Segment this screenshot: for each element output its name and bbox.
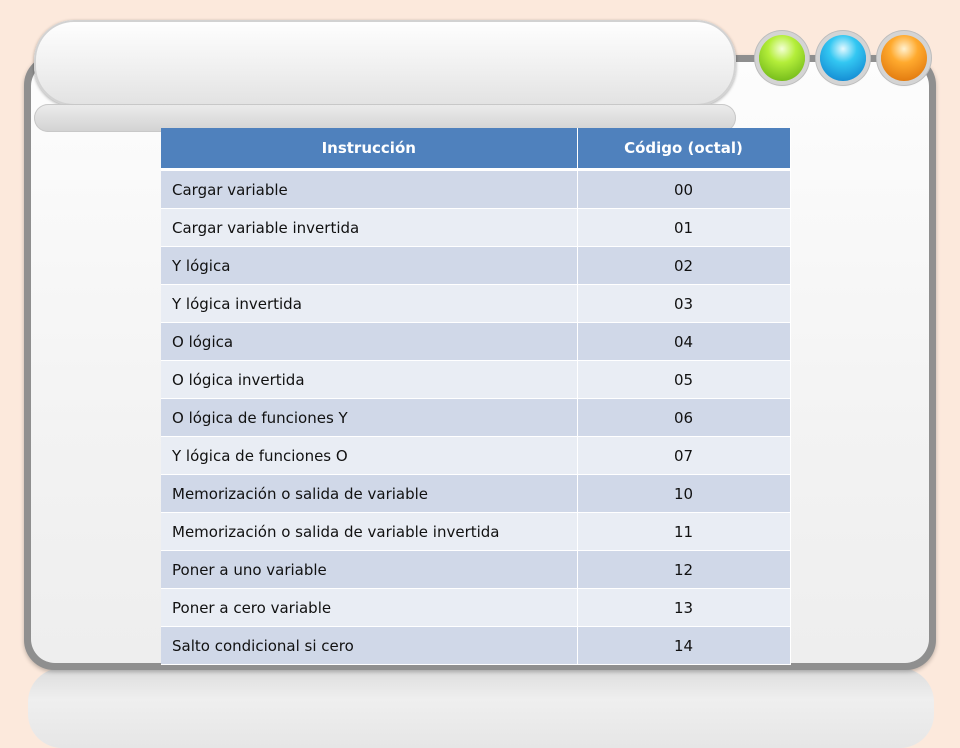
instruction-cell: Y lógica [161,247,577,285]
bottom-card [28,668,934,748]
table-row [161,437,790,475]
code-cell: 01 [577,209,790,247]
instruction-cell: Y lógica de funciones O [161,437,577,475]
header-code: Código (octal) [577,128,790,170]
header-instruction: Instrucción [161,128,577,170]
instruction-cell: Y lógica invertida [161,285,577,323]
table-row [161,361,790,399]
instruction-cell: O lógica [161,323,577,361]
table-row [161,475,790,513]
table-row [161,399,790,437]
table-row [161,589,790,627]
orange-orb-icon [881,35,927,81]
blue-orb-icon [820,35,866,81]
instruction-cell: Memorización o salida de variable invertida [161,513,577,551]
table-row [161,323,790,361]
table-header-row [161,128,790,170]
code-cell: 02 [577,247,790,285]
code-cell: 00 [577,170,790,209]
instruction-cell: O lógica de funciones Y [161,399,577,437]
instruction-cell: Poner a uno variable [161,551,577,589]
table-row [161,209,790,247]
table-row [161,170,790,209]
code-cell: 11 [577,513,790,551]
code-cell: 05 [577,361,790,399]
code-cell: 06 [577,399,790,437]
instruction-cell: Poner a cero variable [161,589,577,627]
green-orb-icon [759,35,805,81]
code-cell: 03 [577,285,790,323]
code-cell: 04 [577,323,790,361]
title-bar [34,20,736,106]
instruction-cell: Memorización o salida de variable [161,475,577,513]
code-cell: 14 [577,627,790,665]
code-cell: 10 [577,475,790,513]
instruction-cell: O lógica invertida [161,361,577,399]
code-cell: 13 [577,589,790,627]
table-row [161,551,790,589]
table-row [161,627,790,665]
code-cell: 12 [577,551,790,589]
code-cell: 07 [577,437,790,475]
table-row [161,247,790,285]
instruction-cell: Salto condicional si cero [161,627,577,665]
instruction-cell: Cargar variable [161,170,577,209]
instruction-table [161,128,791,665]
table-row [161,285,790,323]
instruction-cell: Cargar variable invertida [161,209,577,247]
table-row [161,513,790,551]
